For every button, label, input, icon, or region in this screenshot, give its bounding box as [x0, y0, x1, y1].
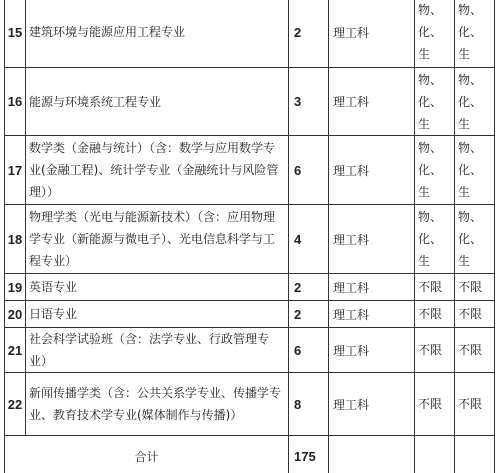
major-name: 日语专业 [26, 301, 289, 328]
subject-line: 物、 [418, 3, 443, 17]
quota-count: 8 [289, 373, 329, 436]
table-row [5, 136, 495, 205]
table-row [5, 328, 495, 373]
subject-line: 不限 [418, 280, 443, 294]
quota-count: 6 [289, 136, 329, 205]
row-number: 19 [5, 274, 26, 301]
row-number: 22 [5, 373, 26, 436]
subject-category: 理工科 [329, 328, 415, 373]
major-name: 社会科学试验班（含：法学专业、行政管理专业） [26, 328, 289, 373]
subject-line: 生 [458, 116, 471, 131]
row-number: 20 [5, 301, 26, 328]
table-row [5, 68, 495, 136]
subject-line: 物、 [458, 141, 483, 155]
subject-line: 化、 [458, 25, 483, 39]
major-name: 英语专业 [26, 274, 289, 301]
subject-line: 物、 [418, 72, 443, 87]
quota-count: 2 [289, 0, 329, 68]
quota-count: 4 [289, 205, 329, 274]
subject-line: 不限 [418, 307, 443, 321]
subject-line: 不限 [418, 343, 443, 357]
subject-category: 理工科 [329, 373, 415, 436]
subject-requirement-b [455, 0, 495, 68]
subject-line: 物、 [418, 210, 443, 224]
subject-requirement-b [455, 136, 495, 205]
table-row [5, 373, 495, 436]
major-name: 建筑环境与能源应用工程专业 [26, 0, 289, 68]
subject-line: 生 [418, 185, 431, 199]
major-name: 物理学类（光电与能源新技术）（含：应用物理学专业（新能源与微电子）、光电信息科学与工程专业） [26, 205, 289, 274]
subject-line: 化、 [418, 94, 443, 109]
subject-line: 物、 [458, 210, 483, 224]
table-row [5, 205, 495, 274]
total-count: 175 [289, 436, 329, 473]
table-body [5, 0, 495, 473]
subject-line: 化、 [418, 163, 443, 177]
subject-line: 不限 [458, 343, 483, 357]
subject-category: 理工科 [329, 205, 415, 274]
table-row [5, 0, 495, 68]
subject-requirement-b [455, 68, 495, 136]
subject-category: 理工科 [329, 301, 415, 328]
major-name: 能源与环境系统工程专业 [26, 68, 289, 136]
major-quota-table [4, 0, 495, 473]
subject-category: 理工科 [329, 136, 415, 205]
subject-line: 不限 [418, 397, 443, 411]
empty-cell [455, 436, 495, 473]
subject-requirement-a [415, 301, 455, 328]
major-name: 新闻传播学类（含：公共关系学专业、传播学专业、教育技术学专业(媒体制作与传播)） [26, 373, 289, 436]
total-label: 合计 [5, 436, 289, 473]
table-row [5, 274, 495, 301]
quota-count: 2 [289, 274, 329, 301]
subject-requirement-a [415, 274, 455, 301]
row-number: 16 [5, 68, 26, 136]
empty-cell [415, 436, 455, 473]
subject-line: 化、 [458, 163, 483, 177]
subject-line: 生 [418, 47, 431, 61]
subject-line: 生 [458, 47, 471, 61]
subject-line: 化、 [418, 25, 443, 39]
subject-category: 理工科 [329, 274, 415, 301]
empty-cell [329, 436, 415, 473]
quota-count: 3 [289, 68, 329, 136]
subject-requirement-a [415, 136, 455, 205]
subject-category: 理工科 [329, 68, 415, 136]
subject-requirement-a [415, 205, 455, 274]
subject-line: 生 [418, 116, 431, 131]
subject-requirement-b [455, 274, 495, 301]
row-number: 18 [5, 205, 26, 274]
major-name: 数学类（金融与统计）（含：数学与应用数学专业(金融工程)、统计学专业（金融统计与风险管理）） [26, 136, 289, 205]
subject-requirement-a [415, 328, 455, 373]
subject-requirement-b [455, 373, 495, 436]
subject-line: 生 [458, 254, 471, 268]
subject-line: 生 [418, 254, 431, 268]
row-number: 15 [5, 0, 26, 68]
subject-line: 物、 [458, 3, 483, 17]
subject-line: 化、 [458, 94, 483, 109]
subject-line: 化、 [458, 232, 483, 246]
subject-line: 生 [458, 185, 471, 199]
subject-line: 不限 [458, 280, 483, 294]
subject-requirement-a [415, 0, 455, 68]
subject-line: 化、 [418, 232, 443, 246]
subject-requirement-b [455, 328, 495, 373]
subject-requirement-b [455, 205, 495, 274]
subject-requirement-a [415, 68, 455, 136]
subject-category: 理工科 [329, 0, 415, 68]
subject-line: 不限 [458, 307, 483, 321]
row-number: 17 [5, 136, 26, 205]
subject-line: 物、 [418, 141, 443, 155]
subject-line: 不限 [458, 397, 483, 411]
quota-count: 6 [289, 328, 329, 373]
row-number: 21 [5, 328, 26, 373]
subject-requirement-a [415, 373, 455, 436]
quota-count: 2 [289, 301, 329, 328]
total-row [5, 436, 495, 473]
subject-requirement-b [455, 301, 495, 328]
subject-line: 物、 [458, 72, 483, 87]
table-row [5, 301, 495, 328]
